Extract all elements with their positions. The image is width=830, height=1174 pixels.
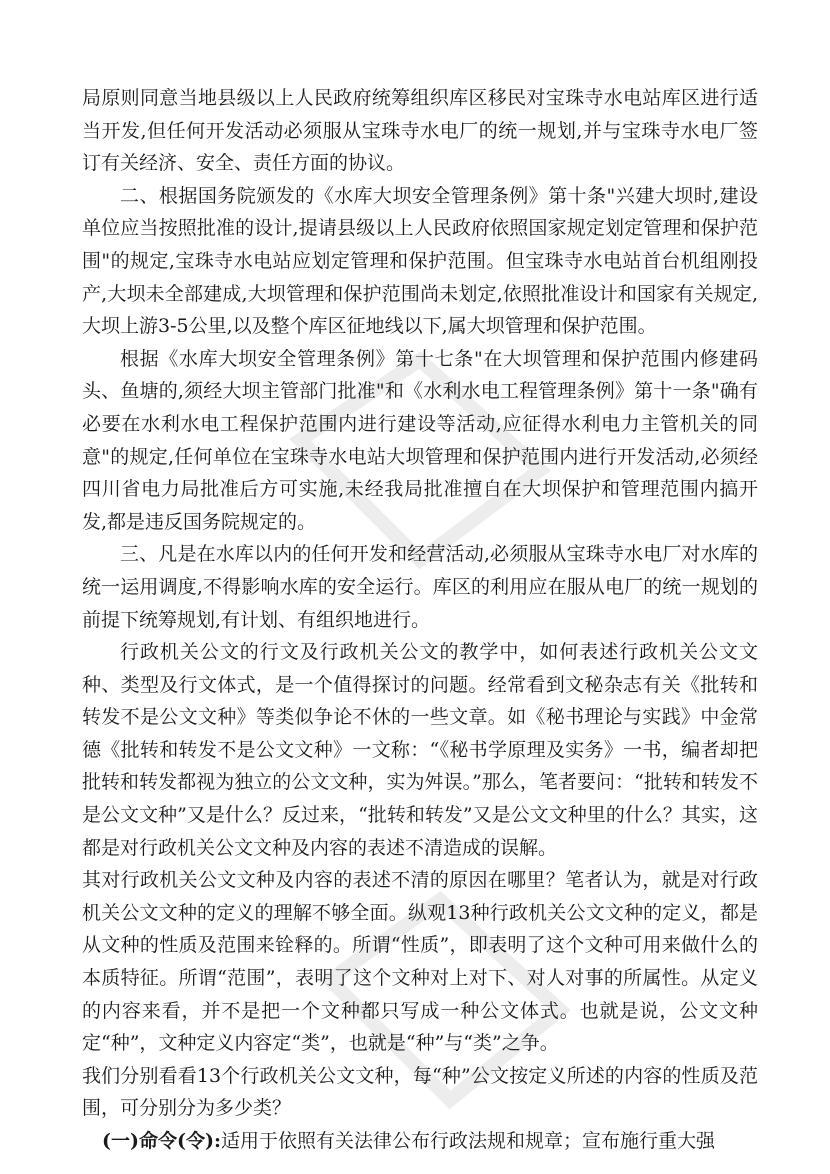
paragraph-2: 二、根据国务院颁发的《水库大坝安全管理条例》第十条"兴建大坝时,建设单位应当按照批准的设计,提请县级以上人民政府依照国家规定划定管理和保护范围"的规定,宝珠寺水电站应划定管理和保护范围。但宝珠寺水电站首台机组刚投产,大坝未全部建成,大坝管理和保护范围尚未划定,依照批准设计和国家有关规定,大坝上游3-5公里,以及整个库区征地线以下,属大坝管理和保护范围。 [82, 184, 758, 338]
paragraph-7: 我们分别看看13个行政机关公文文种，每“种”公文按定义所述的内容的性质及范围，可分别分为多少类？ [82, 1064, 758, 1120]
paragraph-5: 行政机关公文的行文及行政机关公文的教学中，如何表述行政机关公文文种、类型及行文体式，是一个值得探讨的问题。经常看到文秘杂志有关《批转和转发不是公文文种》等类似争论不休的一些文章。如《秘书理论与实践》中金常德《批转和转发不是公文文种》一文称：“《秘书学原理及实务》一书，编者却把批转和转发都视为独立的公文文种，实为舛误。”那么，笔者要问：“批转和转发不是公文文种”又是什么？反过来，“批转和转发”又是公文文种里的什么？其实，这都是对行政机关公文文种及内容的表述不清造成的误解。 [82, 641, 758, 859]
document-page [82, 82, 758, 1158]
paragraph-6: 其对行政机关公文文种及内容的表述不清的原因在哪里？笔者认为，就是对行政机关公文文种的定义的理解不够全面。纵观13种行政机关公文文种的定义，都是从文种的性质及范围来铨释的。所谓“性质”，即表明了这个文种可用来做什么的本质特征。所谓“范围”，表明了这个文种对上对下、对人对事的所属性。从定义的内容来看，并不是把一个文种都只写成一种公文体式。也就是说，公文文种定“种”，文种定义内容定“类”，也就是“种”与“类”之争。 [82, 869, 758, 1055]
paragraph-8 [82, 1125, 758, 1158]
item-label: (一)命令(令): [102, 1130, 221, 1152]
paragraph-3: 根据《水库大坝安全管理条例》第十七条"在大坝管理和保护范围内修建码头、鱼塘的,须经大坝主管部门批准"和《水利水电工程管理条例》第十一条"确有必要在水利水电工程保护范围内进行建设等活动,应征得水利电力主管机关的同意"的规定,任何单位在宝珠寺水电站大坝管理和保护范围内进行开发活动,必须经四川省电力局批准后方可实施,未经我局批准擅自在大坝保护和管理范围内搞开发,都是违反国务院规定的。 [82, 347, 758, 533]
item-text: 适用于依照有关法律公布行政法规和规章；宣布施行重大强 [220, 1130, 715, 1152]
paragraph-4: 三、凡是在水库以内的任何开发和经营活动,必须服从宝珠寺水电厂对水库的统一运用调度,不得影响水库的安全运行。库区的利用应在服从电厂的统一规划的前提下统筹规划,有计划、有组织地进行。 [82, 543, 758, 631]
paragraph-1: 局原则同意当地县级以上人民政府统筹组织库区移民对宝珠寺水电站库区进行适当开发,但任何开发活动必须服从宝珠寺水电厂的统一规划,并与宝珠寺水电厂签订有关经济、安全、责任方面的协议。 [82, 87, 758, 175]
